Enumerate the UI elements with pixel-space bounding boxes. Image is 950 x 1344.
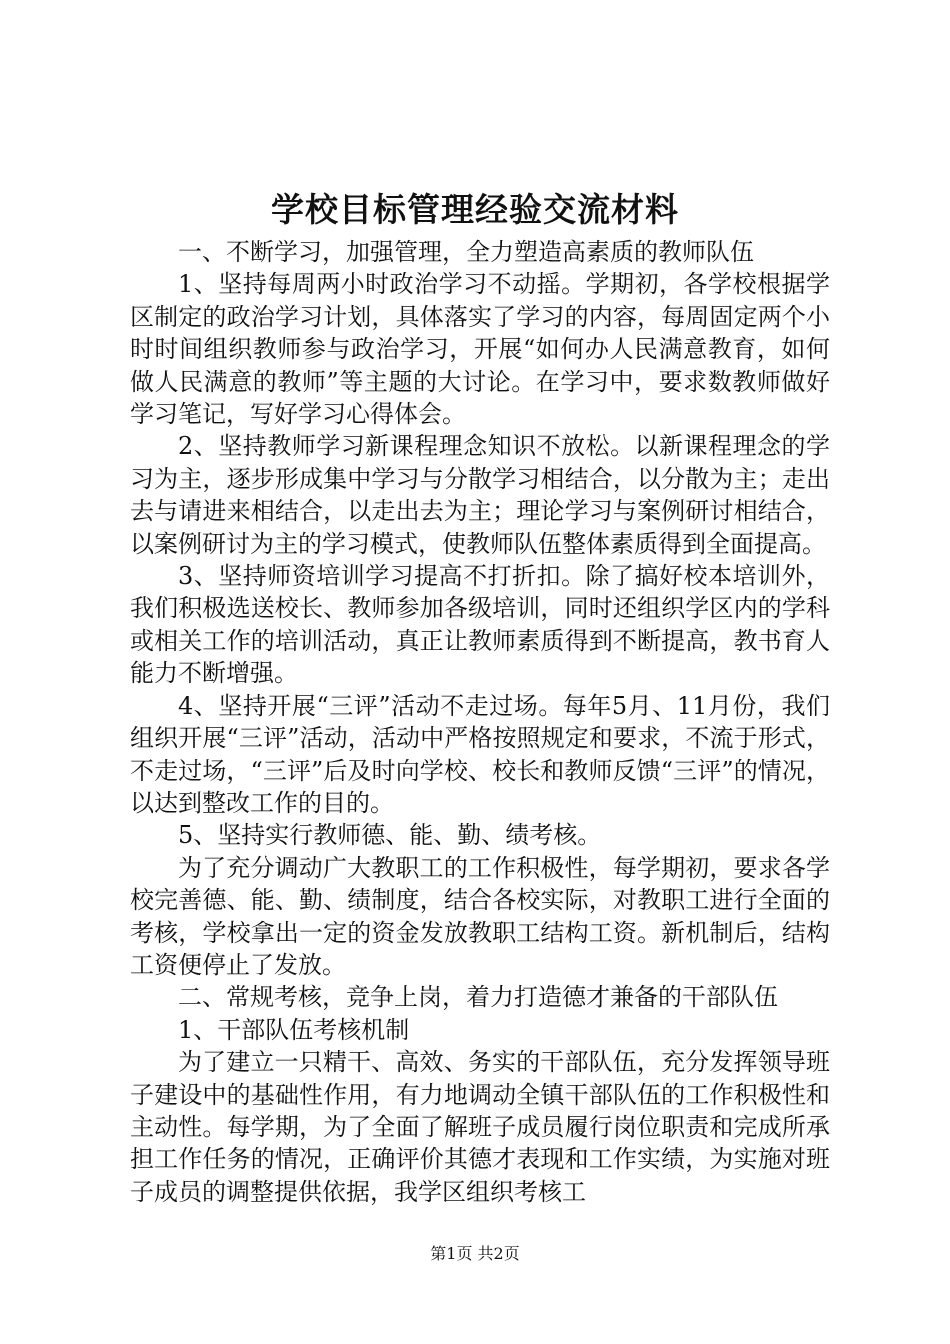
page-footer: 第1页 共2页 [430, 1244, 520, 1263]
document-title: 学校目标管理经验交流材料 [271, 190, 679, 229]
paragraph-item-4: 4、坚持开展“三评”活动不走过场。每年5月、11月份，我们组织开展“三评”活动，活动中严格按照规定和要求，不流于形式，不走过场，“三评”后及时向学校、校长和教师反馈“三评”的情况，以达到整改工作的目的。 [130, 691, 830, 817]
paragraph-section-1-heading: 一、不断学习，加强管理，全力塑造高素质的教师队伍 [178, 238, 754, 266]
paragraph-item-5-detail: 为了充分调动广大教职工的工作积极性，每学期初，要求各学校完善德、能、勤、绩制度，结合各校实际，对教职工进行全面的考核，学校拿出一定的资金发放教职工结构工资。新机制后，结构工资便停止了发放。 [130, 853, 830, 979]
document-body [130, 236, 830, 1208]
paragraph-section-2-item-1: 1、干部队伍考核机制 [178, 1015, 410, 1044]
paragraph-item-3: 3、坚持师资培训学习提高不打折扣。除了搞好校本培训外，我们积极选送校长、教师参加各级培训，同时还组织学区内的学科或相关工作的培训活动，真正让教师素质得到不断提高，教书育人能力不断增强。 [130, 562, 830, 688]
paragraph-item-5: 5、坚持实行教师德、能、勤、绩考核。 [178, 821, 602, 850]
paragraph-section-2-item-1-detail: 为了建立一只精干、高效、务实的干部队伍，充分发挥领导班子建设中的基础性作用，有力地调动全镇干部队伍的工作积极性和主动性。每学期，为了全面了解班子成员履行岗位职责和完成所承担工作任务的情况，正确评价其德才表现和工作实绩，为实施对班子成员的调整提供依据，我学区组织考核工 [130, 1048, 830, 1206]
paragraph-section-2-heading: 二、常规考核，竞争上岗，着力打造德才兼备的干部队伍 [178, 983, 778, 1012]
paragraph-item-2: 2、坚持教师学习新课程理念知识不放松。以新课程理念的学习为主，逐步形成集中学习与分散学习相结合，以分散为主；走出去与请进来相结合，以走出去为主；理论学习与案例研讨相结合，以案例研讨为主的学习模式，使教师队伍整体素质得到全面提高。 [130, 432, 830, 558]
paragraph-item-1: 1、坚持每周两小时政治学习不动摇。学期初，各学校根据学区制定的政治学习计划，具体落实了学习的内容，每周固定两个小时时间组织教师参与政治学习，开展“如何办人民满意教育，如何做人民满意的教师”等主题的大讨论。在学习中，要求数教师做好学习笔记，写好学习心得体会。 [130, 270, 830, 429]
